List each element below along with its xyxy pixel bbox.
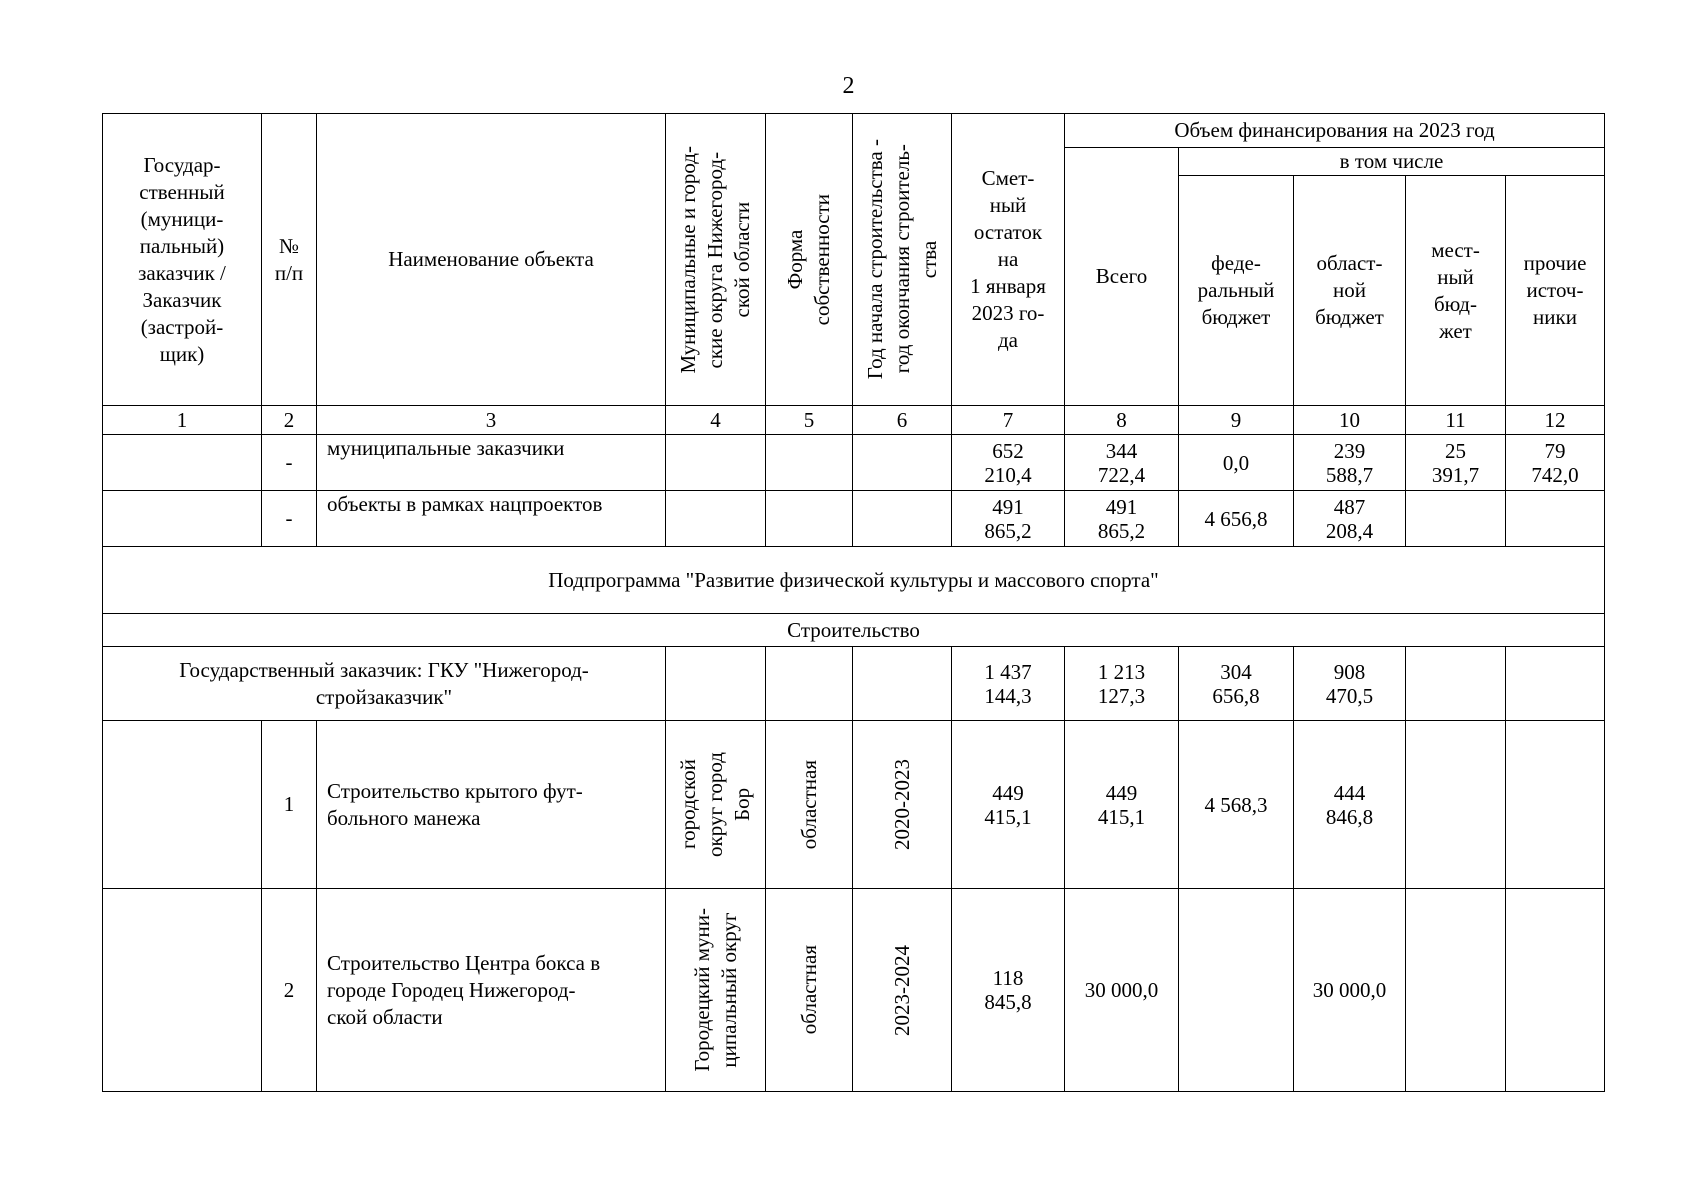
table-cell: 449 415,1 [951, 720, 1065, 889]
table-cell [1405, 888, 1506, 1092]
table-cell: 444 846,8 [1293, 720, 1406, 889]
table-cell [852, 434, 952, 491]
column-number: 9 [1178, 405, 1294, 435]
table-cell: 118 845,8 [951, 888, 1065, 1092]
table-cell [1505, 888, 1605, 1092]
table-cell [1405, 646, 1506, 721]
table-cell [765, 490, 853, 547]
table-cell: - [261, 490, 317, 547]
table-cell [852, 646, 952, 721]
financing-table [103, 114, 1606, 1093]
column-number: 3 [316, 405, 666, 435]
table-cell [765, 646, 853, 721]
table-cell: 304 656,8 [1178, 646, 1294, 721]
column-number: 11 [1405, 405, 1506, 435]
column-number: 7 [951, 405, 1065, 435]
header-row-number: № п/п [261, 113, 317, 406]
table-cell: 2023-2024 [852, 888, 952, 1092]
header-other-sources: прочие источ- ники [1505, 175, 1605, 406]
table-cell: 4 568,3 [1178, 720, 1294, 889]
header-object-name: Наименование объекта [316, 113, 666, 406]
table-cell: 908 470,5 [1293, 646, 1406, 721]
column-number: 8 [1064, 405, 1179, 435]
table-cell: 30 000,0 [1064, 888, 1179, 1092]
column-number: 4 [665, 405, 766, 435]
table-cell: 0,0 [1178, 434, 1294, 491]
table-cell: 1 [261, 720, 317, 889]
header-ownership-form: Форма собственности [765, 113, 853, 406]
header-estimated-balance: Смет- ный остаток на 1 января 2023 го- да [951, 113, 1065, 406]
header-regional-budget: област- ной бюджет [1293, 175, 1406, 406]
table-cell [102, 490, 262, 547]
table-cell [852, 490, 952, 547]
table-cell: 491 865,2 [951, 490, 1065, 547]
table-cell [765, 434, 853, 491]
column-number: 1 [102, 405, 262, 435]
table-cell: Строительство крытого фут- больного манежа [316, 720, 666, 889]
table-cell [665, 434, 766, 491]
table-cell [1405, 490, 1506, 547]
header-construction-years: Год начала строительства - год окончания строитель- ства [852, 113, 952, 406]
header-local-budget: мест- ный бюд- жет [1405, 175, 1506, 406]
header-federal-budget: феде- ральный бюджет [1178, 175, 1294, 406]
header-customer: Государ- ственный (муници- пальный) заказчик / Заказчик (застрой- щик) [102, 113, 262, 406]
table-cell: 30 000,0 [1293, 888, 1406, 1092]
column-number: 12 [1505, 405, 1605, 435]
table-cell [1178, 888, 1294, 1092]
table-cell [665, 646, 766, 721]
header-total: Всего [1064, 147, 1179, 406]
table-cell: 487 208,4 [1293, 490, 1406, 547]
header-financing: Объем финансирования на 2023 год [1064, 113, 1605, 148]
table-cell: - [261, 434, 317, 491]
table-cell [665, 490, 766, 547]
table-cell: муниципальные заказчики [316, 434, 666, 491]
table-cell [102, 434, 262, 491]
table-cell: 344 722,4 [1064, 434, 1179, 491]
column-number: 6 [852, 405, 952, 435]
page-number: 2 [842, 73, 855, 99]
header-municipal-district: Муниципальные и город- ские округа Нижегород- ской области [665, 113, 766, 406]
table-cell: 4 656,8 [1178, 490, 1294, 547]
table-cell: областная [765, 720, 853, 889]
table-cell: 2 [261, 888, 317, 1092]
section-title: Строительство [102, 613, 1605, 647]
state-customer-label: Государственный заказчик: ГКУ "Нижегород- стройзаказчик" [102, 646, 666, 721]
table-cell: 2020-2023 [852, 720, 952, 889]
column-number: 2 [261, 405, 317, 435]
table-cell [1405, 720, 1506, 889]
table-cell [1505, 646, 1605, 721]
column-number: 5 [765, 405, 853, 435]
table-cell [102, 720, 262, 889]
table-cell: 652 210,4 [951, 434, 1065, 491]
table-cell [1505, 720, 1605, 889]
table-cell: 491 865,2 [1064, 490, 1179, 547]
table-cell: Городецкий муни- ципальный округ [665, 888, 766, 1092]
table-cell: 25 391,7 [1405, 434, 1506, 491]
table-cell: Строительство Центра бокса в городе Городец Нижегород- ской области [316, 888, 666, 1092]
table-cell: областная [765, 888, 853, 1092]
table-cell: 239 588,7 [1293, 434, 1406, 491]
subprogram-title: Подпрограмма "Развитие физической культуры и массового спорта" [102, 546, 1605, 614]
table-cell: 79 742,0 [1505, 434, 1605, 491]
table-cell [1505, 490, 1605, 547]
header-including: в том числе [1178, 147, 1605, 176]
table-cell: объекты в рамках нацпроектов [316, 490, 666, 547]
table-cell: 1 213 127,3 [1064, 646, 1179, 721]
column-number: 10 [1293, 405, 1406, 435]
table-cell [102, 888, 262, 1092]
table-cell: 449 415,1 [1064, 720, 1179, 889]
table-cell: городской округ город Бор [665, 720, 766, 889]
table-cell: 1 437 144,3 [951, 646, 1065, 721]
